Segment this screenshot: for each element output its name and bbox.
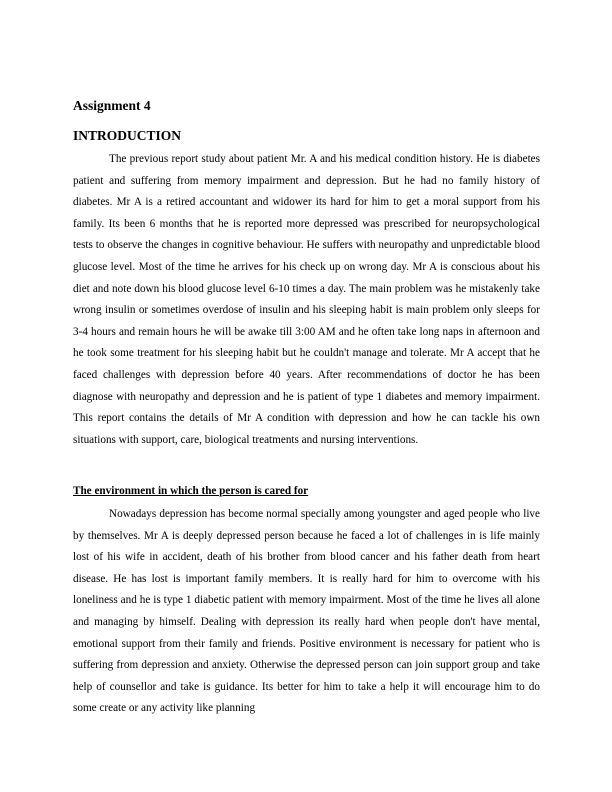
- introduction-heading: INTRODUCTION: [73, 128, 182, 143]
- document-title: Assignment 4: [73, 98, 151, 113]
- environment-paragraph: Nowadays depression has become normal specially among youngster and aged people who live by themselves. Mr A is deeply depressed person because he faced a lot of challenges in is life mainly lost of his wife in accident, death of his brother from blood cancer and his father death from heart disease. He has lost is important family members. It is really hard for him to overcome with his loneliness and he is type 1 diabetic patient with memory impairment. Most of the time he lives all alone and managing by himself. Dealing with depression its really hard when people don't have mental, emotional support from their family and friends. Positive environment is necessary for patient who is suffering from depression and anxiety. Otherwise the depressed person can join support group and take help of counsellor and take is guidance. Its better for him to take a help it will encourage him to do some create or any activity like planning: [73, 508, 540, 715]
- environment-heading: The environment in which the person is cared for: [73, 485, 309, 497]
- introduction-paragraph: The previous report study about patient Mr. A and his medical condition history. He is diabetes patient and suffering from memory impairment and depression. But he had no family history of diabetes. Mr A is a retired accountant and widower its hard for him to get a moral support from his family. Its been 6 months that he is reported more depressed was prescribed for neuropsychological tests to observe the changes in cognitive behaviour. He suffers with neuropathy and unpredictable blood glucose level. Most of the time he arrives for his check up on wrong day. Mr A is conscious about his diet and note down his blood glucose level 6-10 times a day. The main problem was he mistakenly take wrong insulin or sometimes overdose of insulin and his sleeping habit is main problem only sleeps for 3-4 hours and remain hours he will be awake till 3:00 AM and he often take long naps in afternoon and he took some treatment for his sleeping habit but he couldn't manage and tolerate. Mr A accept that he faced challenges with depression before 40 years. After recommendations of doctor he has been diagnose with neuropathy and depression and he is patient of type 1 diabetes and memory impairment. This report contains the details of Mr A condition with depression and how he can tackle his own situations with support, care, biological treatments and nursing interventions.: [73, 153, 540, 446]
